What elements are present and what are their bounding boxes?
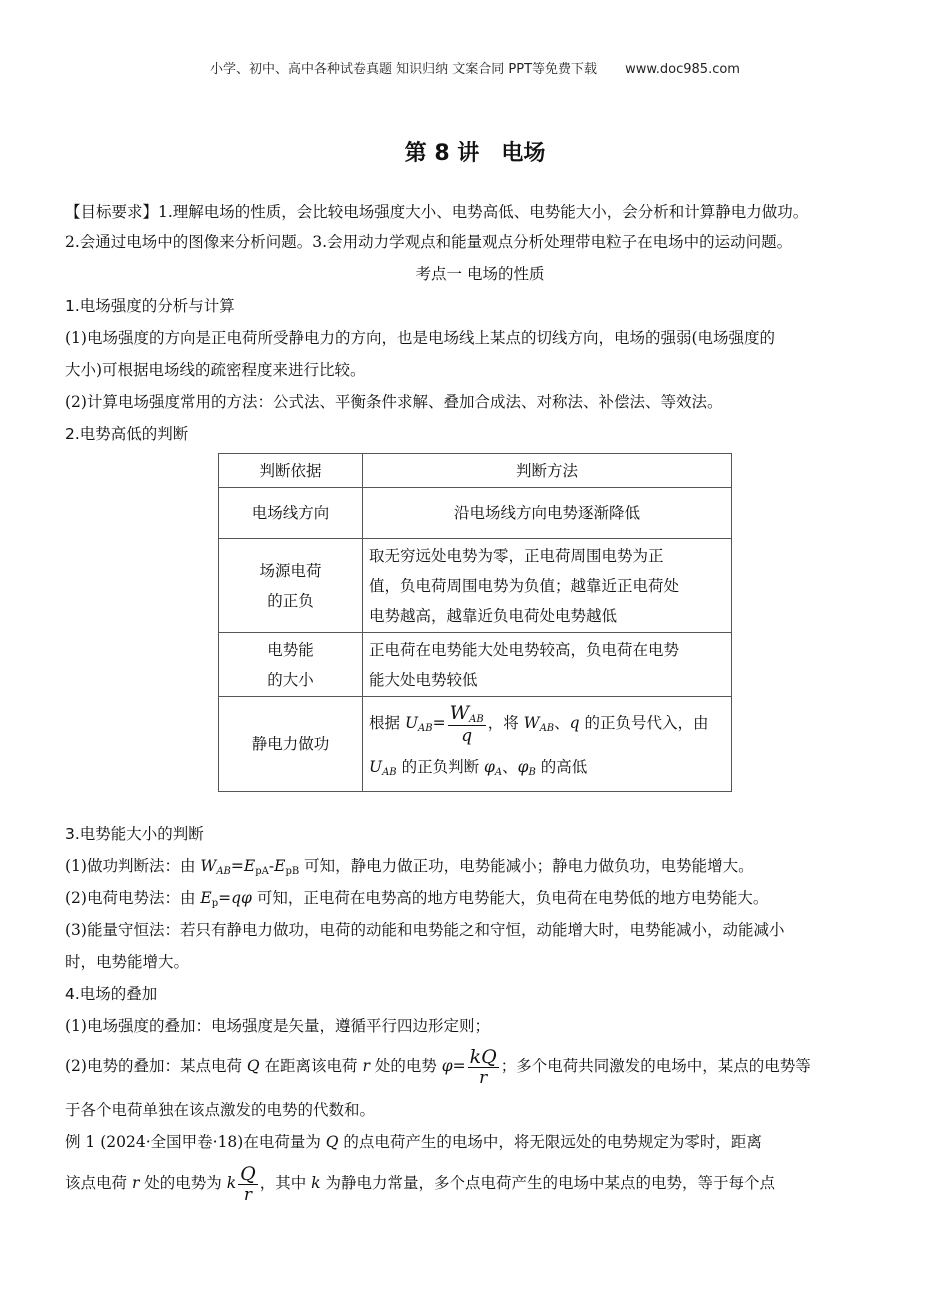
goals-label: 【目标要求】 xyxy=(65,203,159,221)
section-1-title: 1.电场强度的分析与计算 xyxy=(65,297,235,315)
example-1-line-2: 该点电荷 r 处的电势为 k $\frac{Q}{r}$ ，其中 k 为静电力常量，多个点电荷产生的电场中某点的电势，等于每个点 xyxy=(65,1162,775,1205)
table-row: 电场线方向 沿电场线方向电势逐渐降低 xyxy=(219,488,732,539)
s4-para-2-cont: 于各个电荷单独在该点激发的电势的代数和。 xyxy=(65,1101,376,1119)
s3-para-1: (1)做功判断法：由 $W_{AB}=E_{pA}-E_{pB}$ 可知，静电力做正功，电势能减小；静电力做负功，电势能增大。 xyxy=(65,857,754,877)
section-2-title: 2.电势高低的判断 xyxy=(65,425,189,443)
header-text: 小学、初中、高中各种试卷真题 知识归纳 文案合同 PPT等免费下载 xyxy=(210,62,598,77)
work-formula-line: 根据 $U_{AB}=$ $\frac{W_{AB}}{q}$ ，将 $W_{AB}$、q 的正负号代入，由 xyxy=(369,701,709,746)
section-4-title: 4.电场的叠加 xyxy=(65,985,158,1003)
page-title xyxy=(0,136,950,167)
s1-para-2: (2)计算电场强度常用的方法：公式法、平衡条件求解、叠加合成法、对称法、补偿法、等效法。 xyxy=(65,393,723,411)
fraction-kq-over-r: $\frac{kQ}{r}$ xyxy=(469,1045,497,1088)
table-header-basis: 判断依据 xyxy=(219,454,363,488)
section-3-title: 3.电势能大小的判断 xyxy=(65,825,204,843)
table-row xyxy=(219,454,732,488)
s3-para-3b: 时，电势能增大。 xyxy=(65,953,190,971)
kaodian-heading: 考点一 电场的性质 xyxy=(415,265,545,283)
table-header-method: 判断方法 xyxy=(363,454,732,488)
s3-para-2: (2)电荷电势法：由 $E_p=q\varphi$ 可知，正电荷在电势高的地方电势能大，负电荷在电势低的地方电势能大。 xyxy=(65,889,769,909)
s1-para-1b: 大小)可根据电场线的疏密程度来进行比较。 xyxy=(65,361,366,379)
s4-para-2: (2)电势的叠加：某点电荷 Q 在距离该电荷 r 处的电势 φ= $\frac{kQ}{r}$ ；多个电荷共同激发的电场中，某点的电势等 xyxy=(65,1045,811,1088)
table-row: 电势能 的大小 正电荷在电势能大处电势较高，负电荷在电势 能大处电势较低 xyxy=(219,633,732,697)
table-row: 场源电荷 的正负 取无穷远处电势为零，正电荷周围电势为正 值，负电荷周围电势为负值；越靠近正电荷处 电势越高，越靠近负电荷处电势越低 xyxy=(219,539,732,633)
page-header xyxy=(0,58,950,77)
example-1-line-1: 例 1 (2024·全国甲卷·18)在电荷量为 Q 的点电荷产生的电场中，将无限远处的电势规定为零时，距离 xyxy=(65,1133,762,1151)
header-site-link[interactable]: www.doc985.com xyxy=(625,62,740,77)
s1-para-1a: (1)电场强度的方向是正电荷所受静电力的方向，也是电场线上某点的切线方向，电场的强弱(电场强度的 xyxy=(65,329,776,347)
table-row: 静电力做功 根据 $U_{AB}=$ $\frac{W_{AB}}{q}$ ，将 $W_{AB}$、q 的正负号代入，由 $U_{AB}$ 的正负判断 $\varphi_A$、$\varphi_B$ 的高低 xyxy=(219,697,732,792)
fraction-q-over-r: $\frac{Q}{r}$ xyxy=(240,1162,256,1205)
potential-judgment-table xyxy=(218,453,732,792)
goals-line-2: 2.会通过电场中的图像来分析问题。3.会用动力学观点和能量观点分析处理带电粒子在电场中的运动问题。 xyxy=(65,233,793,251)
lecture-number: 第 8 讲 xyxy=(404,141,480,166)
fraction-w-over-q: $\frac{W_{AB}}{q}$ xyxy=(449,701,484,746)
goals-line-1: 【目标要求】1.理解电场的性质，会比较电场强度大小、电势高低、电势能大小，会分析和计算静电力做功。 xyxy=(65,203,809,221)
s3-para-3a: (3)能量守恒法：若只有静电力做功，电荷的动能和电势能之和守恒，动能增大时，电势能减小，动能减小 xyxy=(65,921,785,939)
s4-para-1: (1)电场强度的叠加：电场强度是矢量，遵循平行四边形定则； xyxy=(65,1017,490,1035)
lecture-topic: 电场 xyxy=(501,141,546,166)
